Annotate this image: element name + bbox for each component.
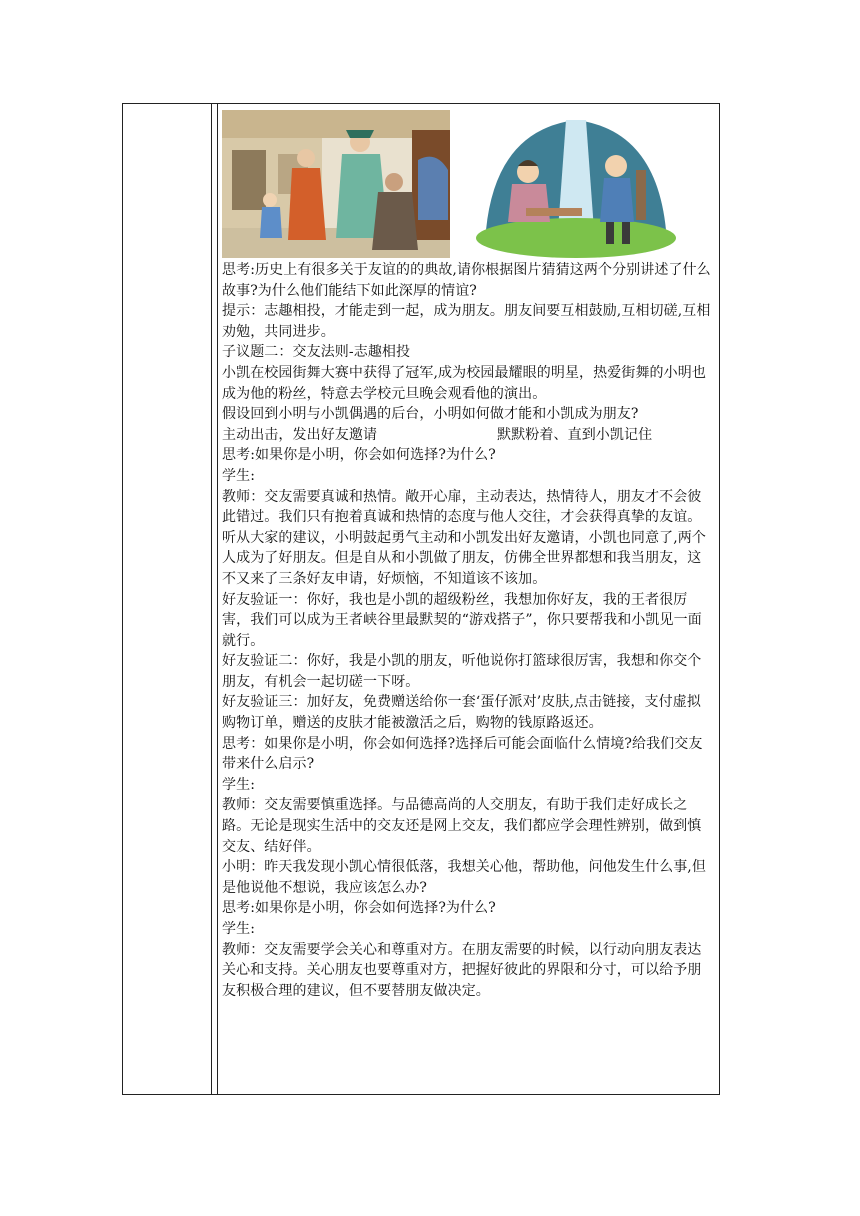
choice-options: [222, 425, 715, 446]
friendship-music-illustration: [466, 110, 686, 258]
paragraph: 小凯在校园街舞大赛中获得了冠军,成为校园最耀眼的明星，热爱街舞的小明也成为他的粉丝，特意去学校元旦晚会观看他的演出。: [222, 364, 706, 402]
paragraph: 假设回到小明与小凯偶遇的后台，小明如何做才能和小凯成为朋友?: [222, 406, 639, 423]
paragraph: 教师：交友需要真诚和热情。敞开心扉，主动表达，热情待人，朋友才不会彼此错过。我们只有抱着真诚和热情的态度与他人交往，才会获得真挚的友谊。: [222, 488, 702, 526]
table-narrow-column: [211, 104, 218, 1094]
paragraph: 教师：交友需要学会关心和尊重对方。在朋友需要的时候，以行动向朋友表达关心和支持。关心朋友也要尊重对方，把握好彼此的界限和分寸，可以给予朋友积极合理的建议，但不要替朋友做决定。: [222, 941, 702, 999]
table-left-column: [123, 104, 212, 1094]
paragraph: 学生:: [222, 921, 256, 937]
paragraph: 好友验证一：你好，我也是小凯的超级粉丝，我想加你好友，我的王者很厉害，我们可以成为王者峡谷里最默契的“游戏搭子”，你只要帮我和小凯见一面就行。: [222, 591, 702, 649]
subtopic-heading: 子议题二：交友法则-志趣相投: [222, 344, 411, 361]
table-content-cell: [218, 104, 719, 1094]
paragraph: 思考：如果你是小明，你会如何选择?选择后可能会面临什么情境?给我们交友带来什么启示?: [222, 735, 703, 773]
story-images: [222, 108, 715, 260]
paragraph: 好友验证三：加好友，免费赠送给你一套‘蛋仔派对’皮肤,点击链接，支付虚拟购物订单，赠送的皮肤才能被激活之后，购物的钱原路返还。: [222, 694, 701, 732]
paragraph: 提示：志趣相投，才能走到一起，成为朋友。朋友间要互相鼓励,互相切磋,互相劝勉，共同进步。: [222, 303, 711, 340]
paragraph: 好友验证二：你好，我是小凯的朋友，听他说你打篮球很厉害，我想和你交个朋友，有机会一起切磋一下呀。: [222, 653, 702, 690]
lesson-table: [122, 103, 720, 1095]
lesson-text: [222, 260, 715, 1001]
paragraph: 思考:历史上有很多关于友谊的的典故,请你根据图片猜猜这两个分别讲述了什么故事?为什么他们能结下如此深厚的情谊?: [222, 262, 711, 299]
ancient-story-illustration: [222, 110, 450, 258]
paragraph: 学生:: [222, 467, 256, 484]
option-a: 主动出击，发出好友邀请: [222, 426, 378, 443]
paragraph: 听从大家的建议，小明鼓起勇气主动和小凯发出好友邀请，小凯也同意了,两个人成为了好朋友。但是自从和小凯做了朋友，仿佛全世界都想和我当朋友，这不又来了三条好友申请，好烦恼，不知道该不该加。: [222, 529, 706, 587]
paragraph: 教师：交友需要慎重选择。与品德高尚的人交朋友，有助于我们走好成长之路。无论是现实生活中的交友还是网上交友，我们都应学会理性辨别，做到慎交友、结好伴。: [222, 797, 702, 855]
paragraph: 学生:: [222, 776, 256, 793]
option-b: 默默粉着、直到小凯记住: [497, 426, 653, 443]
paragraph: 小明：昨天我发现小凯心情很低落，我想关心他，帮助他，问他发生什么事,但是他说他不想说，我应该怎么办?: [222, 859, 706, 896]
paragraph: 思考:如果你是小明，你会如何选择?为什么?: [222, 900, 496, 917]
paragraph: 思考:如果你是小明，你会如何选择?为什么?: [222, 447, 496, 464]
